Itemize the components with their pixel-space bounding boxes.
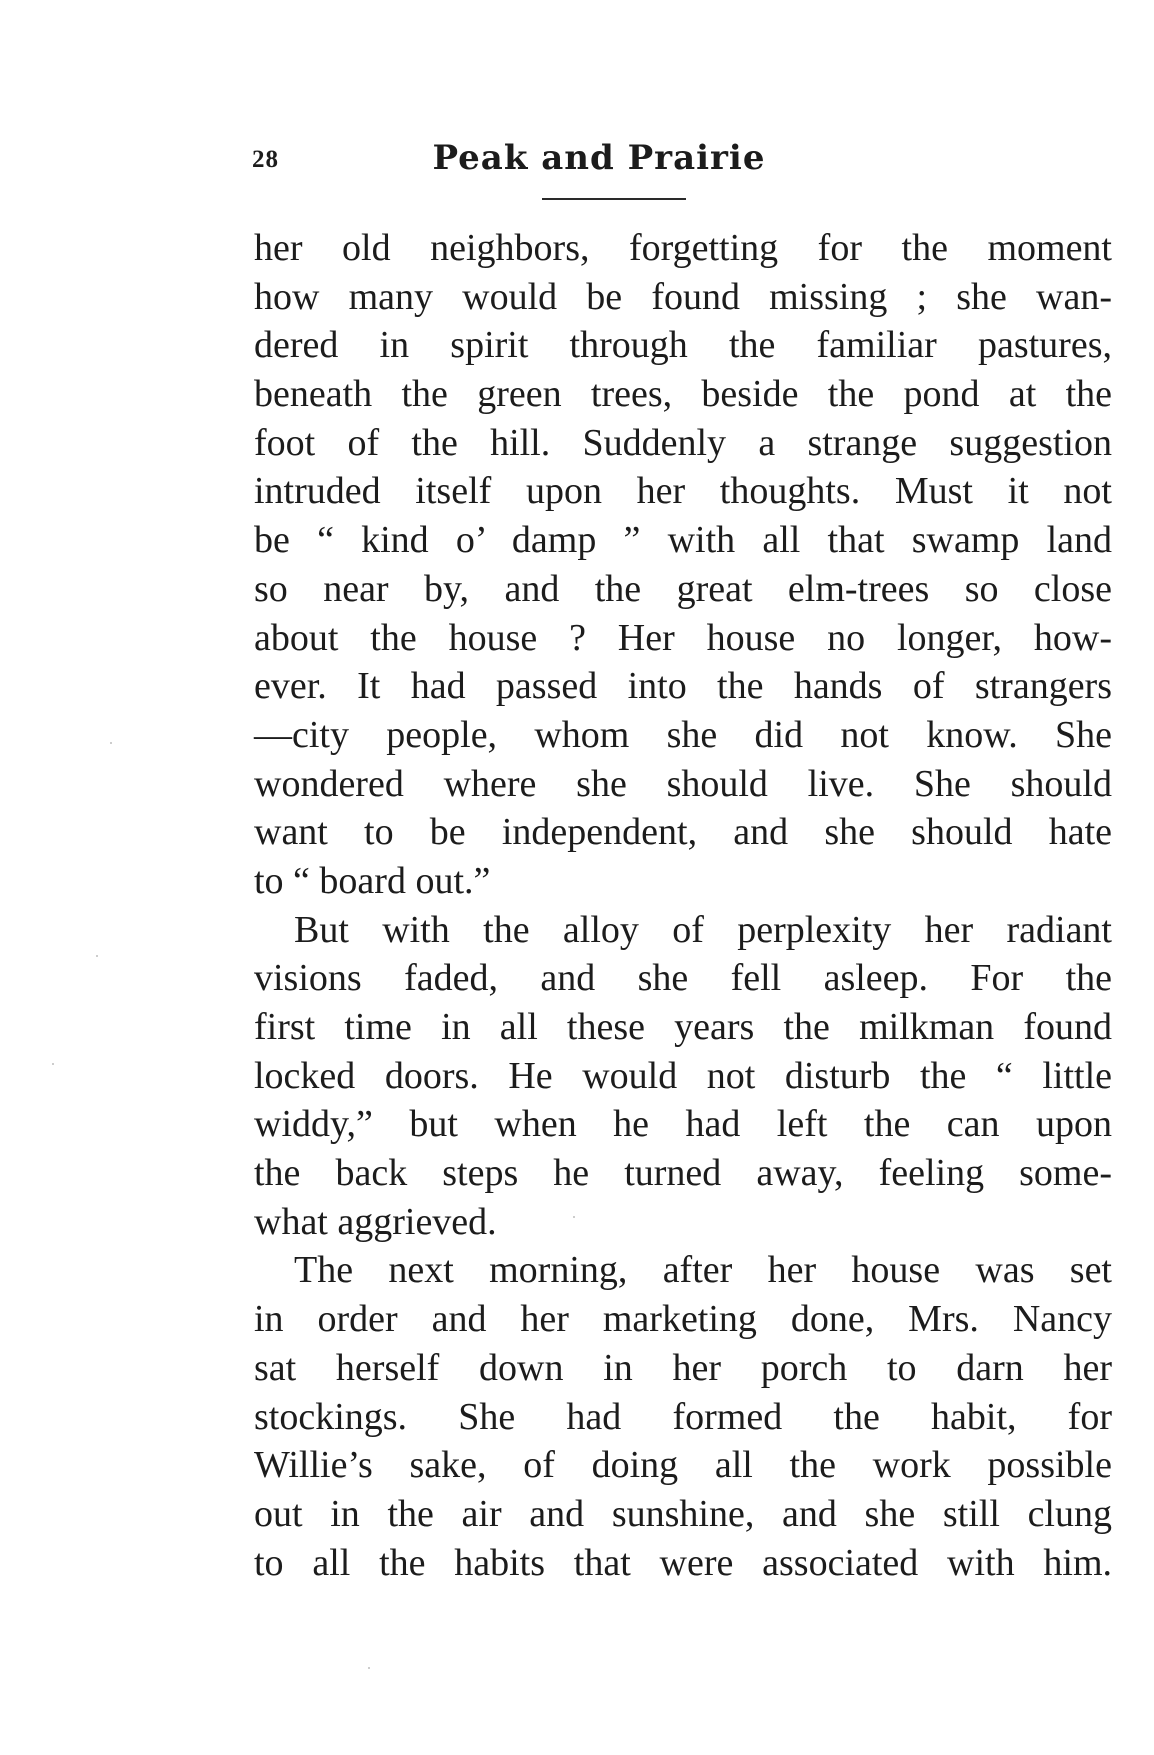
text-line: first time in all these years the milkman found — [254, 1006, 1112, 1048]
body-text — [254, 224, 1112, 1587]
scan-speck — [96, 955, 98, 957]
header-rule — [542, 198, 686, 200]
text-line: —city people, whom she did not know. She — [254, 713, 1112, 756]
running-title: Peak and Prairie — [432, 138, 766, 178]
scan-speck — [52, 1063, 54, 1065]
text-line: widdy,” but when he had left the can upon — [254, 1103, 1112, 1146]
text-line: out in the air and sunshine, and she still clung — [254, 1492, 1112, 1535]
text-line: foot of the hill. Suddenly a strange suggestion — [254, 421, 1112, 464]
text-line: But with the alloy of perplexity her radiant — [294, 908, 1112, 951]
text-line: what aggrieved. — [254, 1200, 497, 1243]
text-line: The next morning, after her house was set — [294, 1249, 1112, 1292]
text-line: ever. It had passed into the hands of strangers — [254, 665, 1112, 708]
text-line: wondered where she should live. She should — [254, 762, 1112, 805]
text-line: be “ kind o’ damp ” with all that swamp land — [254, 519, 1112, 562]
text-line: beneath the green trees, beside the pond at the — [254, 373, 1112, 416]
text-line: stockings. She had formed the habit, for — [254, 1395, 1112, 1438]
scan-speck — [110, 742, 112, 744]
text-line: Willie’s sake, of doing all the work possible — [254, 1444, 1112, 1487]
text-line: to all the habits that were associated with him. — [254, 1541, 1112, 1584]
text-line: about the house ? Her house no longer, how- — [254, 616, 1112, 659]
text-line: to “ board out.” — [254, 859, 491, 902]
text-line: in order and her marketing done, Mrs. Nancy — [254, 1298, 1112, 1341]
scan-speck — [368, 1667, 370, 1669]
text-line: locked doors. He would not disturb the “ little — [254, 1054, 1112, 1097]
text-line: visions faded, and she fell asleep. For the — [254, 957, 1112, 1000]
scan-speck — [573, 1216, 575, 1218]
text-line: how many would be found missing ; she wan- — [254, 275, 1112, 318]
text-line: her old neighbors, forgetting for the moment — [254, 227, 1112, 269]
text-line: dered in spirit through the familiar pastures, — [254, 324, 1112, 367]
page-number: 28 — [252, 146, 279, 173]
text-line: sat herself down in her porch to darn her — [254, 1346, 1112, 1389]
running-head — [0, 0, 1154, 210]
text-line: so near by, and the great elm-trees so close — [254, 567, 1112, 610]
text-line: intruded itself upon her thoughts. Must it not — [254, 470, 1112, 513]
text-line: the back steps he turned away, feeling some- — [254, 1152, 1112, 1195]
text-line: want to be independent, and she should hate — [254, 811, 1112, 854]
